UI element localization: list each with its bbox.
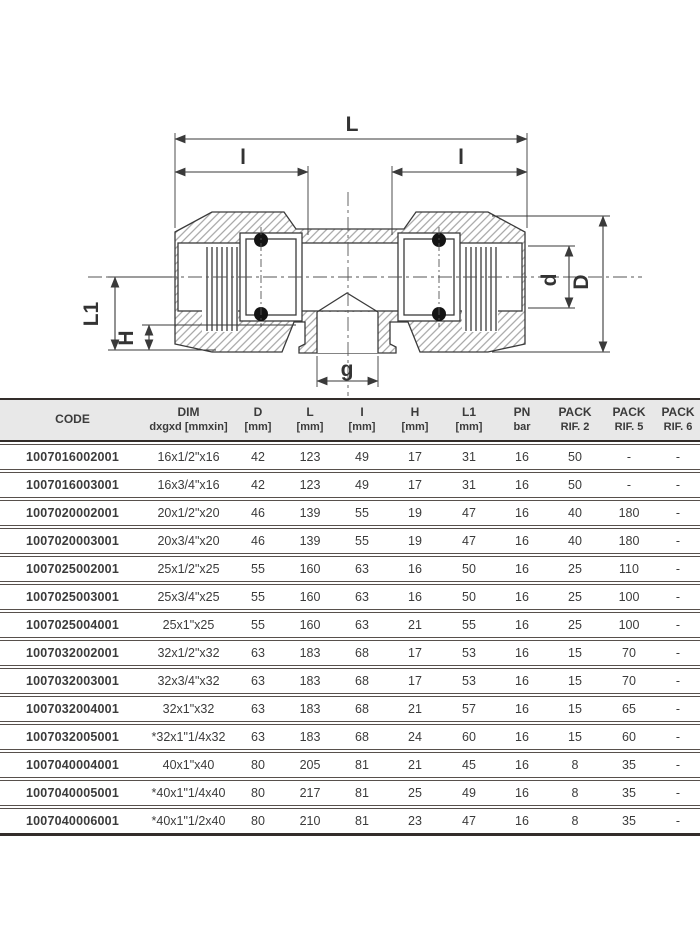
table-cell: 63 bbox=[232, 696, 284, 722]
label-d: d bbox=[538, 273, 561, 287]
table-cell: 15 bbox=[548, 640, 602, 666]
table-cell: 123 bbox=[284, 472, 336, 498]
table-cell: 17 bbox=[388, 668, 442, 694]
table-cell: 160 bbox=[284, 584, 336, 610]
cell-code: 1007032002001 bbox=[0, 640, 145, 666]
label-g: g bbox=[340, 358, 354, 381]
table-cell: 50 bbox=[442, 584, 496, 610]
table-cell: 42 bbox=[232, 472, 284, 498]
table-header bbox=[0, 398, 700, 442]
table-cell: 40 bbox=[548, 528, 602, 554]
table-cell: 160 bbox=[284, 556, 336, 582]
table-cell: 20x3/4"x20 bbox=[145, 528, 232, 554]
table-cell: 16 bbox=[496, 472, 548, 498]
table-cell: 16 bbox=[496, 556, 548, 582]
table-cell: 47 bbox=[442, 528, 496, 554]
column-header-6: L1 [mm] bbox=[442, 398, 496, 442]
table-cell: - bbox=[656, 612, 700, 638]
table-cell: 16 bbox=[496, 528, 548, 554]
header-row bbox=[0, 398, 700, 442]
table-cell: 25 bbox=[548, 584, 602, 610]
table-cell: - bbox=[656, 500, 700, 526]
table-cell: 16x1/2"x16 bbox=[145, 444, 232, 470]
label-l-right: l bbox=[458, 146, 464, 169]
table-cell: 55 bbox=[442, 612, 496, 638]
table-cell: 8 bbox=[548, 752, 602, 778]
table-row bbox=[0, 612, 700, 638]
column-header-8: PACK RIF. 2 bbox=[548, 398, 602, 442]
table-cell: 16 bbox=[496, 444, 548, 470]
table-cell: 16 bbox=[496, 668, 548, 694]
table-cell: 63 bbox=[336, 556, 388, 582]
cell-code: 1007016003001 bbox=[0, 472, 145, 498]
table-cell: 15 bbox=[548, 696, 602, 722]
table-cell: 16 bbox=[496, 696, 548, 722]
table-cell: 68 bbox=[336, 696, 388, 722]
table-cell: 183 bbox=[284, 640, 336, 666]
table-cell: 57 bbox=[442, 696, 496, 722]
table-cell: 183 bbox=[284, 696, 336, 722]
label-l-left: l bbox=[240, 146, 246, 169]
cell-code: 1007016002001 bbox=[0, 444, 145, 470]
table-cell: 8 bbox=[548, 808, 602, 836]
branch-opening bbox=[317, 312, 378, 353]
table-cell: 32x1"x32 bbox=[145, 696, 232, 722]
table-cell: *40x1"1/4x40 bbox=[145, 780, 232, 806]
table-cell: 63 bbox=[336, 584, 388, 610]
table-cell: 210 bbox=[284, 808, 336, 836]
table-row bbox=[0, 724, 700, 750]
table-cell: 25 bbox=[548, 556, 602, 582]
table-row bbox=[0, 640, 700, 666]
table-row bbox=[0, 668, 700, 694]
table-row bbox=[0, 500, 700, 526]
table-cell: 180 bbox=[602, 528, 656, 554]
column-header-1: DIM dxgxd [mmxin] bbox=[145, 398, 232, 442]
table-cell: - bbox=[656, 584, 700, 610]
table-cell: 55 bbox=[232, 584, 284, 610]
table-cell: - bbox=[656, 528, 700, 554]
table-cell: 217 bbox=[284, 780, 336, 806]
cell-code: 1007032005001 bbox=[0, 724, 145, 750]
column-header-7: PN bar bbox=[496, 398, 548, 442]
table-cell: - bbox=[656, 780, 700, 806]
table-row bbox=[0, 696, 700, 722]
table-cell: 16 bbox=[496, 780, 548, 806]
table-cell: 19 bbox=[388, 528, 442, 554]
table-cell: *32x1"1/4x32 bbox=[145, 724, 232, 750]
table-cell: 35 bbox=[602, 752, 656, 778]
table-cell: 40x1"x40 bbox=[145, 752, 232, 778]
table-row bbox=[0, 528, 700, 554]
table-cell: 123 bbox=[284, 444, 336, 470]
table-cell: 180 bbox=[602, 500, 656, 526]
table-cell: 8 bbox=[548, 780, 602, 806]
table-cell: 70 bbox=[602, 640, 656, 666]
table-cell: 47 bbox=[442, 808, 496, 836]
table-cell: 25 bbox=[548, 612, 602, 638]
label-L: L bbox=[345, 113, 359, 136]
table-cell: 46 bbox=[232, 500, 284, 526]
table-cell: 80 bbox=[232, 752, 284, 778]
table-cell: 183 bbox=[284, 668, 336, 694]
table-cell: 16 bbox=[496, 612, 548, 638]
table-cell: 53 bbox=[442, 668, 496, 694]
table-cell: 183 bbox=[284, 724, 336, 750]
table-cell: 21 bbox=[388, 612, 442, 638]
table-cell: 100 bbox=[602, 584, 656, 610]
label-H: H bbox=[115, 330, 138, 346]
table-cell: - bbox=[602, 472, 656, 498]
table-cell: 63 bbox=[232, 724, 284, 750]
table-row bbox=[0, 780, 700, 806]
technical-drawing bbox=[0, 0, 700, 398]
table-cell: 16 bbox=[388, 584, 442, 610]
table-row bbox=[0, 472, 700, 498]
table-cell: 81 bbox=[336, 780, 388, 806]
table-cell: 16 bbox=[388, 556, 442, 582]
table-cell: 63 bbox=[232, 640, 284, 666]
cell-code: 1007032004001 bbox=[0, 696, 145, 722]
table-cell: 45 bbox=[442, 752, 496, 778]
table-cell: 46 bbox=[232, 528, 284, 554]
table-cell: 47 bbox=[442, 500, 496, 526]
column-header-2: D [mm] bbox=[232, 398, 284, 442]
table-cell: 55 bbox=[232, 612, 284, 638]
table-cell: 50 bbox=[548, 444, 602, 470]
table-cell: 17 bbox=[388, 640, 442, 666]
table-cell: 16 bbox=[496, 724, 548, 750]
table-cell: 35 bbox=[602, 780, 656, 806]
table-cell: - bbox=[656, 640, 700, 666]
column-header-5: H [mm] bbox=[388, 398, 442, 442]
table-row bbox=[0, 584, 700, 610]
right-nut-internals bbox=[398, 233, 498, 332]
table-cell: 25x1"x25 bbox=[145, 612, 232, 638]
table-cell: 80 bbox=[232, 780, 284, 806]
cell-code: 1007025002001 bbox=[0, 556, 145, 582]
table-cell: - bbox=[656, 556, 700, 582]
table-cell: 21 bbox=[388, 696, 442, 722]
table-cell: 139 bbox=[284, 500, 336, 526]
table-cell: 60 bbox=[602, 724, 656, 750]
column-header-10: PACK RIF. 6 bbox=[656, 398, 700, 442]
table-body bbox=[0, 444, 700, 836]
table-cell: 21 bbox=[388, 752, 442, 778]
table-cell: 81 bbox=[336, 752, 388, 778]
table-cell: - bbox=[656, 668, 700, 694]
table-cell: 19 bbox=[388, 500, 442, 526]
table-cell: 35 bbox=[602, 808, 656, 836]
table-cell: 160 bbox=[284, 612, 336, 638]
table-cell: 16 bbox=[496, 808, 548, 836]
table-cell: - bbox=[656, 472, 700, 498]
table-cell: 55 bbox=[336, 528, 388, 554]
table-cell: 65 bbox=[602, 696, 656, 722]
label-D: D bbox=[570, 274, 593, 290]
table-cell: 50 bbox=[442, 556, 496, 582]
table-row bbox=[0, 752, 700, 778]
table-cell: 15 bbox=[548, 724, 602, 750]
table-cell: 53 bbox=[442, 640, 496, 666]
table-cell: 32x3/4"x32 bbox=[145, 668, 232, 694]
table-cell: 20x1/2"x20 bbox=[145, 500, 232, 526]
cell-code: 1007040004001 bbox=[0, 752, 145, 778]
table-cell: 24 bbox=[388, 724, 442, 750]
table-cell: - bbox=[602, 444, 656, 470]
table-cell: 63 bbox=[232, 668, 284, 694]
table-cell: 16 bbox=[496, 640, 548, 666]
fitting-body bbox=[175, 212, 525, 353]
cell-code: 1007032003001 bbox=[0, 668, 145, 694]
table-cell: 68 bbox=[336, 640, 388, 666]
table-cell: 25x3/4"x25 bbox=[145, 584, 232, 610]
table-cell: 80 bbox=[232, 808, 284, 836]
column-header-3: L [mm] bbox=[284, 398, 336, 442]
table-cell: - bbox=[656, 724, 700, 750]
table-row bbox=[0, 556, 700, 582]
table-cell: - bbox=[656, 444, 700, 470]
table-cell: - bbox=[656, 752, 700, 778]
table-cell: 49 bbox=[336, 472, 388, 498]
table-cell: 55 bbox=[336, 500, 388, 526]
table-cell: 50 bbox=[548, 472, 602, 498]
cell-code: 1007040005001 bbox=[0, 780, 145, 806]
table-cell: 60 bbox=[442, 724, 496, 750]
table-cell: 110 bbox=[602, 556, 656, 582]
dimensions-table bbox=[0, 396, 700, 838]
label-L1: L1 bbox=[80, 301, 103, 327]
table-cell: - bbox=[656, 808, 700, 836]
table-cell: 31 bbox=[442, 444, 496, 470]
cell-code: 1007020002001 bbox=[0, 500, 145, 526]
table-cell: 25 bbox=[388, 780, 442, 806]
column-header-0: CODE bbox=[0, 398, 145, 442]
table-cell: 139 bbox=[284, 528, 336, 554]
table-cell: 16 bbox=[496, 752, 548, 778]
table-cell: - bbox=[656, 696, 700, 722]
fitting-cross-section bbox=[0, 0, 700, 398]
table-row bbox=[0, 444, 700, 470]
cell-code: 1007025003001 bbox=[0, 584, 145, 610]
table-cell: 17 bbox=[388, 472, 442, 498]
table-cell: 70 bbox=[602, 668, 656, 694]
left-nut-internals bbox=[202, 233, 302, 332]
cell-code: 1007040006001 bbox=[0, 808, 145, 836]
table-cell: 42 bbox=[232, 444, 284, 470]
table-cell: 16x3/4"x16 bbox=[145, 472, 232, 498]
column-header-4: I [mm] bbox=[336, 398, 388, 442]
table-cell: 49 bbox=[336, 444, 388, 470]
table-cell: 81 bbox=[336, 808, 388, 836]
table-cell: 23 bbox=[388, 808, 442, 836]
table-cell: *40x1"1/2x40 bbox=[145, 808, 232, 836]
table-cell: 68 bbox=[336, 668, 388, 694]
table-cell: 31 bbox=[442, 472, 496, 498]
table-cell: 16 bbox=[496, 584, 548, 610]
table-cell: 63 bbox=[336, 612, 388, 638]
table-cell: 17 bbox=[388, 444, 442, 470]
table-cell: 49 bbox=[442, 780, 496, 806]
column-header-9: PACK RIF. 5 bbox=[602, 398, 656, 442]
table-cell: 68 bbox=[336, 724, 388, 750]
table-cell: 205 bbox=[284, 752, 336, 778]
table-cell: 15 bbox=[548, 668, 602, 694]
cell-code: 1007025004001 bbox=[0, 612, 145, 638]
table-cell: 55 bbox=[232, 556, 284, 582]
table-cell: 40 bbox=[548, 500, 602, 526]
table-cell: 25x1/2"x25 bbox=[145, 556, 232, 582]
table-cell: 16 bbox=[496, 500, 548, 526]
cell-code: 1007020003001 bbox=[0, 528, 145, 554]
table-row bbox=[0, 808, 700, 836]
table-cell: 100 bbox=[602, 612, 656, 638]
table-cell: 32x1/2"x32 bbox=[145, 640, 232, 666]
